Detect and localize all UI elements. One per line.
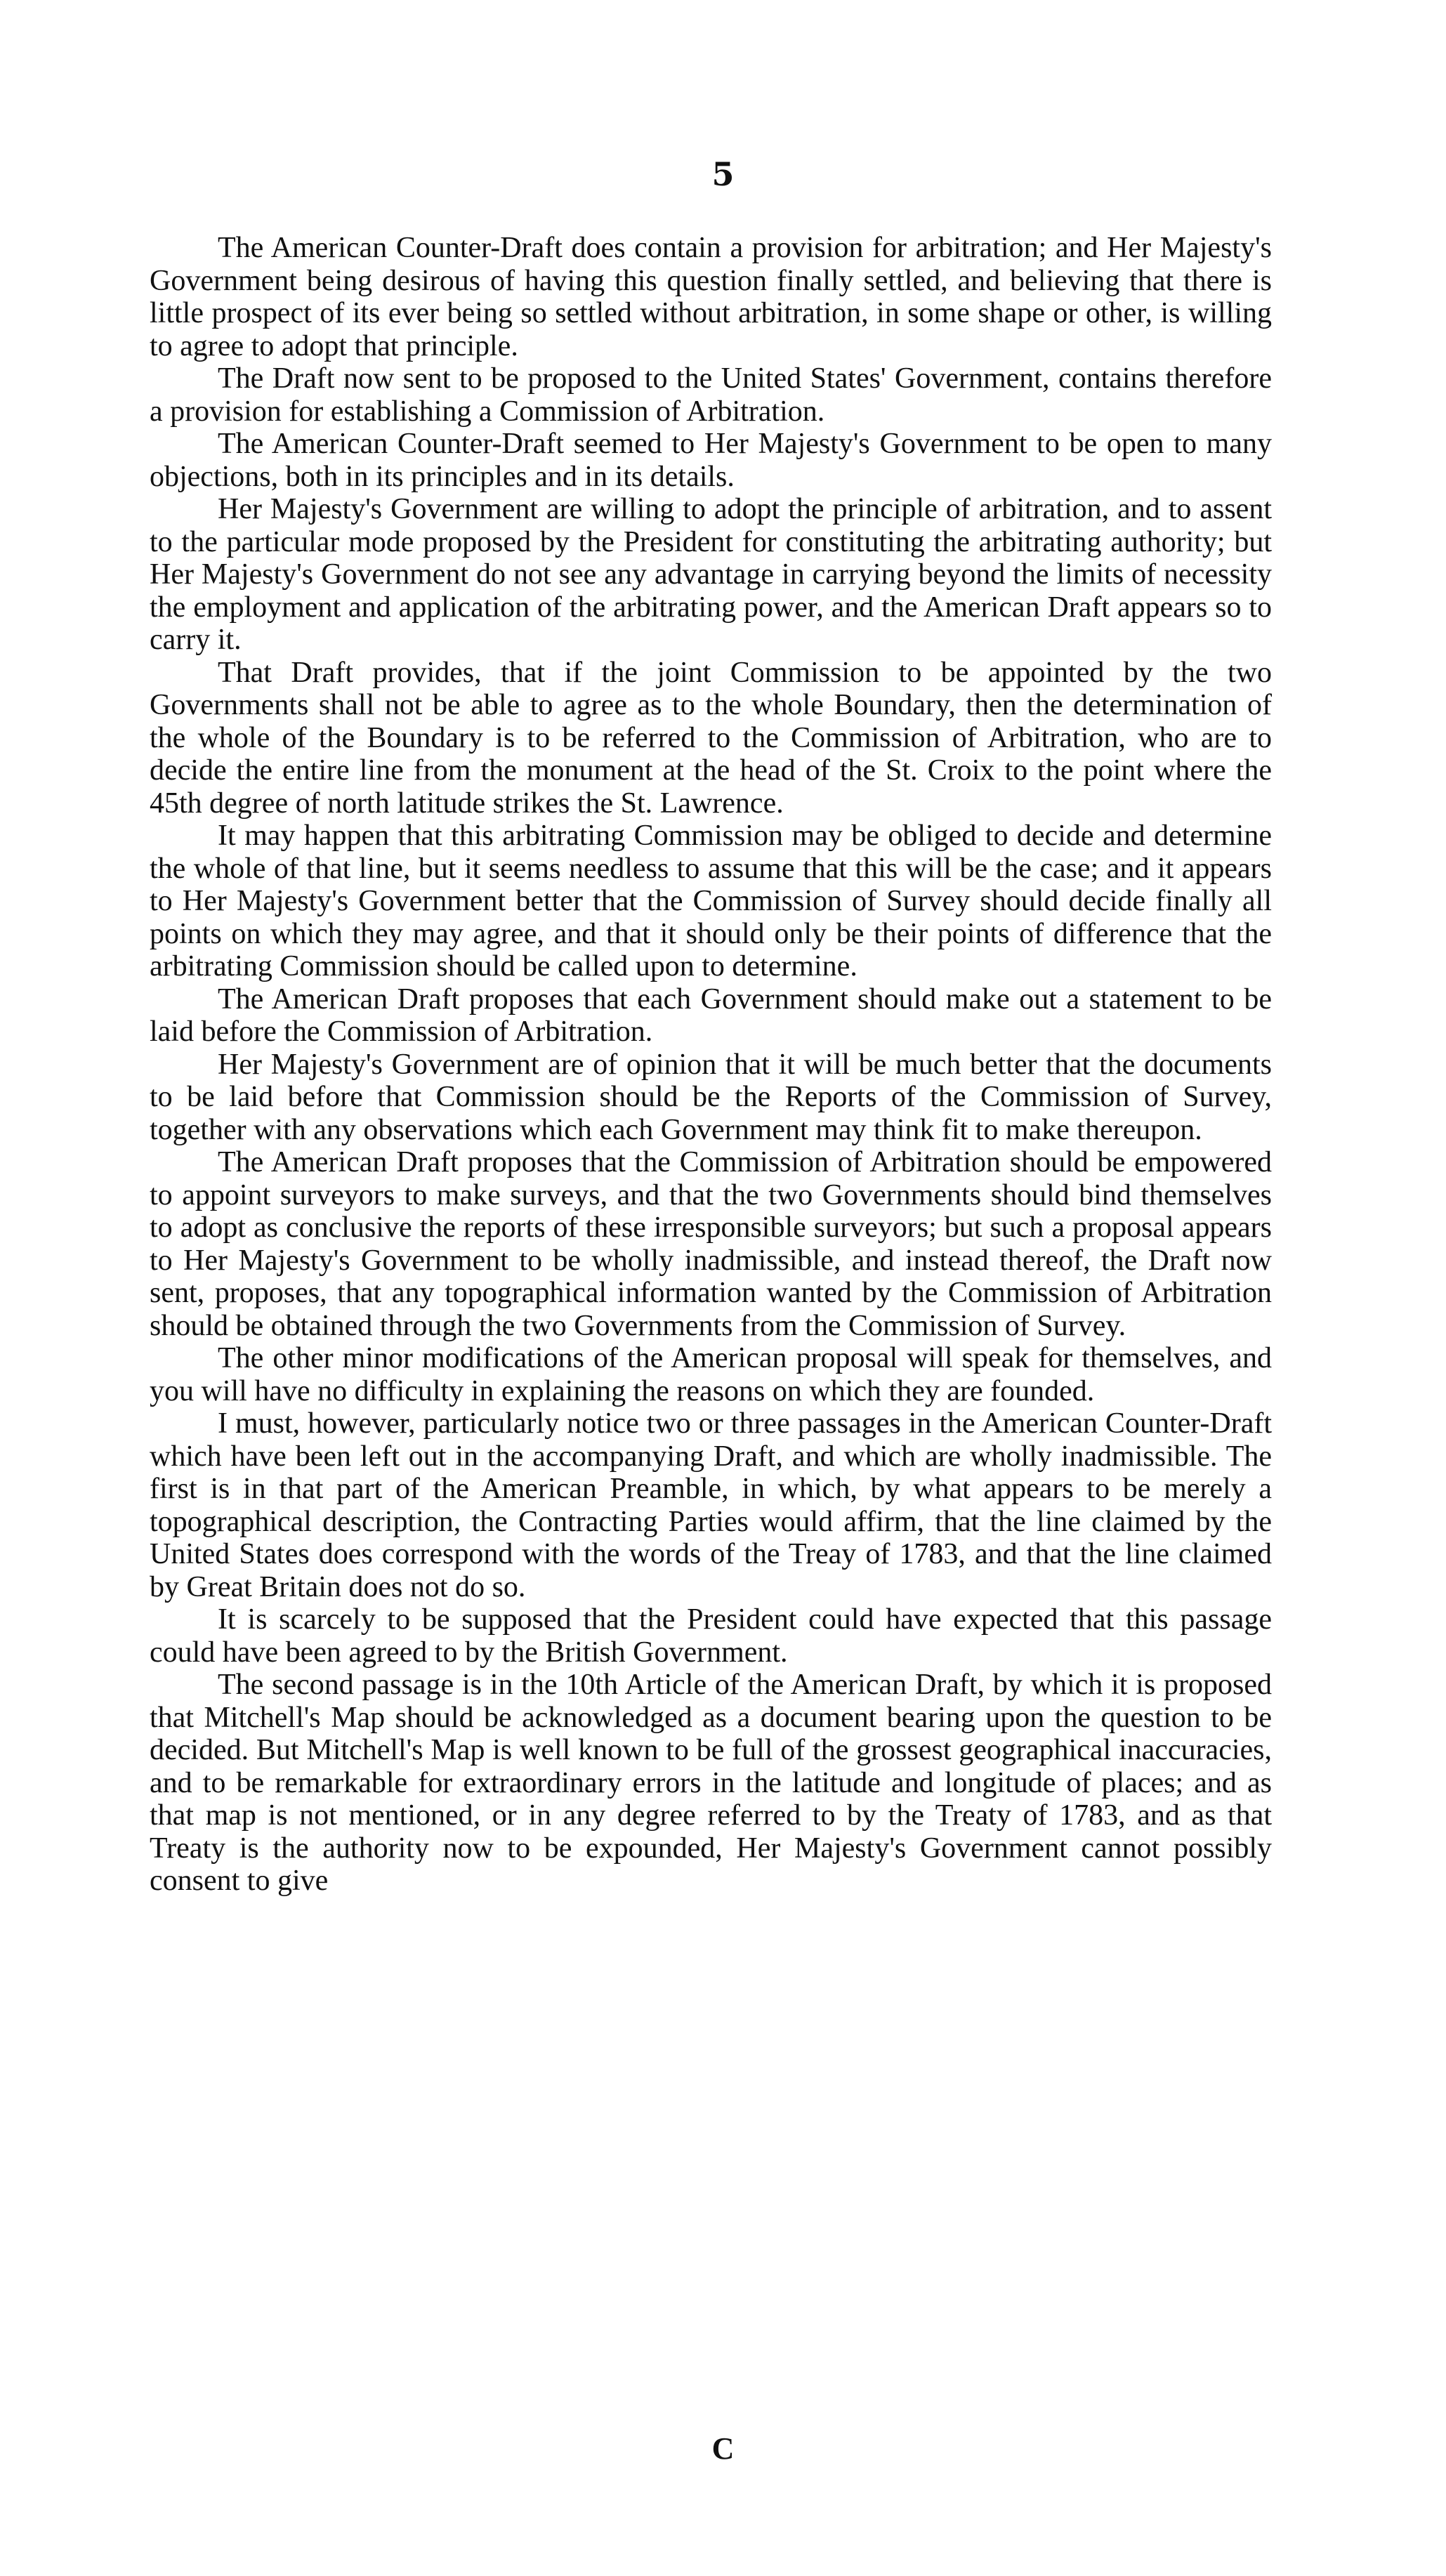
paragraph-6: It may happen that this arbitrating Commission may be obliged to decide and determine the whole of that line, but it seems needless to assume that this will be the case; and it appears to Her Majesty's Government better that the Commission of Survey should decide finally all points on which they may agree, and that it should only be their points of difference that the arbitrating Commission should be called upon to determine.: [150, 820, 1272, 983]
paragraph-1: The American Counter-Draft does contain a provision for arbitration; and Her Majesty's Government being desirous of having this question finally settled, and believing that there is little prospect of its ever being so settled without arbitration, in some shape or other, is willing to agree to adopt that principle.: [150, 232, 1272, 362]
paragraph-11: I must, however, particularly notice two or three passages in the American Counter-Draft which have been left out in the accompanying Draft, and which are wholly inadmissible. The first is in that part of the American Preamble, in which, by what appears to be merely a topographical description, the Contracting Parties would affirm, that the line claimed by the United States does correspond with the words of the Treay of 1783, and that the line claimed by Great Britain does not do so.: [150, 1407, 1272, 1603]
paragraph-12: It is scarcely to be supposed that the President could have expected that this passage could have been agreed to by the British Government.: [150, 1603, 1272, 1669]
signature-mark: C: [711, 2431, 735, 2466]
body-text: [150, 232, 1272, 1898]
paragraph-13: The second passage is in the 10th Article of the American Draft, by which it is proposed that Mitchell's Map should be acknowledged as a document bearing upon the question to be decided. But Mitchell's Map is well known to be full of the grossest geographical inaccuracies, and to be remarkable for extraordinary errors in the latitude and longitude of places; and as that map is not mentioned, or in any degree referred to by the Treaty of 1783, and as that Treaty is the authority now to be expounded, Her Majesty's Government cannot possibly consent to give: [150, 1669, 1272, 1897]
paragraph-3: The American Counter-Draft seemed to Her Majesty's Government to be open to many objections, both in its principles and in its details.: [150, 428, 1272, 493]
paragraph-10: The other minor modifications of the American proposal will speak for themselves, and you will have no difficulty in explaining the reasons on which they are founded.: [150, 1342, 1272, 1407]
paragraph-9: The American Draft proposes that the Commission of Arbitration should be empowered to appoint surveyors to make surveys, and that the two Governments should bind themselves to adopt as conclusive the reports of these irresponsible surveyors; but such a proposal appears to Her Majesty's Government to be wholly inadmissible, and instead thereof, the Draft now sent, proposes, that any topographical information wanted by the Commission of Arbitration should be obtained through the two Governments from the Commission of Survey.: [150, 1146, 1272, 1342]
paragraph-7: The American Draft proposes that each Government should make out a statement to be laid before the Commission of Arbitration.: [150, 983, 1272, 1048]
page-number: 5: [711, 155, 735, 193]
paragraph-5: That Draft provides, that if the joint Commission to be appointed by the two Governments shall not be able to agree as to the whole Boundary, then the determination of the whole of the Boundary is to be referred to the Commission of Arbitration, who are to decide the entire line from the monument at the head of the St. Croix to the point where the 45th degree of north latitude strikes the St. Lawrence.: [150, 656, 1272, 820]
paragraph-2: The Draft now sent to be proposed to the United States' Government, contains therefore a provision for establishing a Commission of Arbitration.: [150, 362, 1272, 428]
paragraph-4: Her Majesty's Government are willing to adopt the principle of arbitration, and to assent to the particular mode proposed by the President for constituting the arbitrating authority; but Her Majesty's Government do not see any advantage in carrying beyond the limits of necessity the employment and application of the arbitrating power, and the American Draft appears so to carry it.: [150, 493, 1272, 656]
paragraph-8: Her Majesty's Government are of opinion that it will be much better that the documents to be laid before that Commission should be the Reports of the Commission of Survey, together with any observations which each Government may think fit to make thereupon.: [150, 1048, 1272, 1146]
